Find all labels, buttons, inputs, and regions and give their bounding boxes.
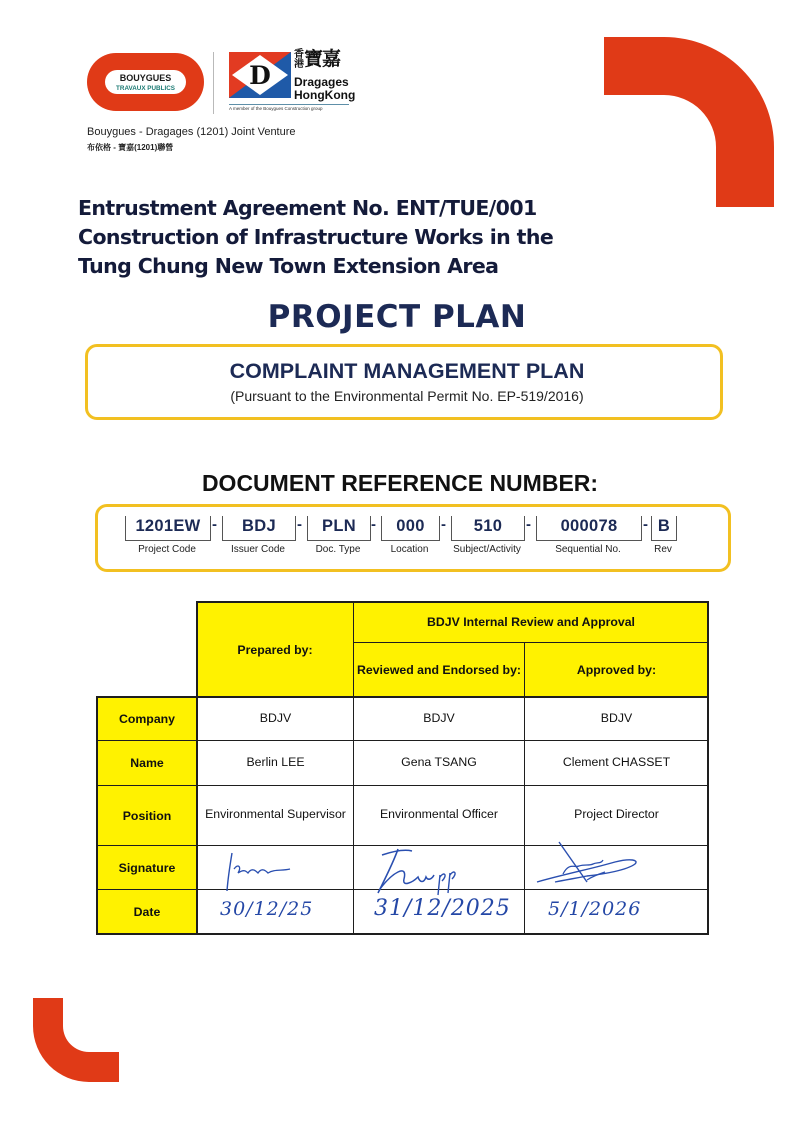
corner-arc-decoration-top-right <box>604 37 774 207</box>
ref-label-sequential-no: Sequential No. <box>555 544 621 555</box>
dragages-logo-rule <box>229 104 349 105</box>
ref-separator: - <box>212 516 217 533</box>
contract-title-line-3: Tung Chung New Town Extension Area <box>78 254 499 278</box>
date-approved-by: 5/1/2026 <box>548 898 642 920</box>
signature-approved-by <box>535 838 645 894</box>
dragages-member-text: A member of the Bouygues Construction group <box>229 106 323 111</box>
logo-divider <box>213 52 214 114</box>
bouygues-travaux-publics-logo <box>87 53 204 111</box>
ref-separator: - <box>441 516 446 533</box>
joint-venture-name-en: Bouygues - Dragages (1201) Joint Venture <box>87 126 296 138</box>
ref-label-rev: Rev <box>654 544 672 555</box>
ref-segment-subject-activity: 510 <box>451 516 525 541</box>
dragages-chinese-name: 香港寶嘉 <box>294 49 341 70</box>
date-prepared-by: 30/12/25 <box>220 898 314 920</box>
joint-venture-name-cn: 布依格 - 寶嘉(1201)聯營 <box>87 143 174 152</box>
document-type-heading: PROJECT PLAN <box>267 299 527 335</box>
plan-title: COMPLAINT MANAGEMENT PLAN <box>229 359 585 383</box>
row-label-name: Name <box>130 756 164 770</box>
ref-separator: - <box>297 516 302 533</box>
ref-label-location: Location <box>390 544 429 555</box>
ref-label-doc-type: Doc. Type <box>315 544 361 555</box>
ref-separator: - <box>526 516 531 533</box>
signature-prepared-by <box>220 847 300 895</box>
dragages-name: Dragages HongKong <box>294 75 356 102</box>
ref-segment-sequential-no: 000078 <box>536 516 642 541</box>
reference-number-heading: DOCUMENT REFERENCE NUMBER: <box>201 470 599 496</box>
contract-title-line-2: Construction of Infrastructure Works in the <box>78 225 554 249</box>
group-header-internal-review: BDJV Internal Review and Approval <box>427 615 635 629</box>
cell-company-reviewed: BDJV <box>423 711 455 725</box>
bouygues-logo-subtext: TRAVAUX PUBLICS <box>116 85 175 92</box>
cell-company-approved: BDJV <box>600 711 633 725</box>
column-header-reviewed-by: Reviewed and Endorsed by: <box>357 662 521 677</box>
bouygues-logo-text: BOUYGUES <box>119 73 172 83</box>
ref-label-subject-activity: Subject/Activity <box>453 544 521 555</box>
cell-name-approved: Clement CHASSET <box>562 755 671 769</box>
ref-segment-location: 000 <box>381 516 440 541</box>
ref-separator: - <box>643 516 648 533</box>
cell-position-approved: Project Director <box>574 807 659 821</box>
dragages-logo-letter: D <box>249 61 271 90</box>
cell-position-reviewed: Environmental Officer <box>379 807 498 821</box>
row-label-company: Company <box>118 712 176 726</box>
ref-segment-doc-type: PLN <box>307 516 371 541</box>
contract-title <box>78 194 553 281</box>
column-header-prepared-by: Prepared by: <box>237 642 313 657</box>
ref-segment-project-code: 1201EW <box>125 516 211 541</box>
reference-number-box <box>95 504 731 572</box>
contract-title-line-1: Entrustment Agreement No. ENT/TUE/001 <box>78 196 537 220</box>
signature-reviewed-by <box>368 843 468 899</box>
corner-arc-decoration-bottom-left <box>33 998 119 1082</box>
plan-subtitle: (Pursuant to the Environmental Permit No. EP-519/2016) <box>230 388 584 404</box>
cell-position-prepared: Environmental Supervisor <box>205 807 346 821</box>
ref-segment-rev: B <box>651 516 677 541</box>
cell-name-reviewed: Gena TSANG <box>401 755 477 769</box>
date-reviewed-by: 31/12/2025 <box>374 896 511 921</box>
row-label-date: Date <box>133 904 161 919</box>
cell-company-prepared: BDJV <box>259 711 292 725</box>
ref-separator: - <box>371 516 376 533</box>
ref-label-issuer-code: Issuer Code <box>231 544 285 555</box>
row-label-signature: Signature <box>118 860 176 875</box>
ref-label-project-code: Project Code <box>138 544 196 555</box>
ref-segment-issuer-code: BDJ <box>222 516 296 541</box>
row-label-position: Position <box>122 808 172 823</box>
column-header-approved-by: Approved by: <box>576 662 657 677</box>
cell-name-prepared: Berlin LEE <box>246 755 305 769</box>
plan-title-box <box>85 344 723 420</box>
